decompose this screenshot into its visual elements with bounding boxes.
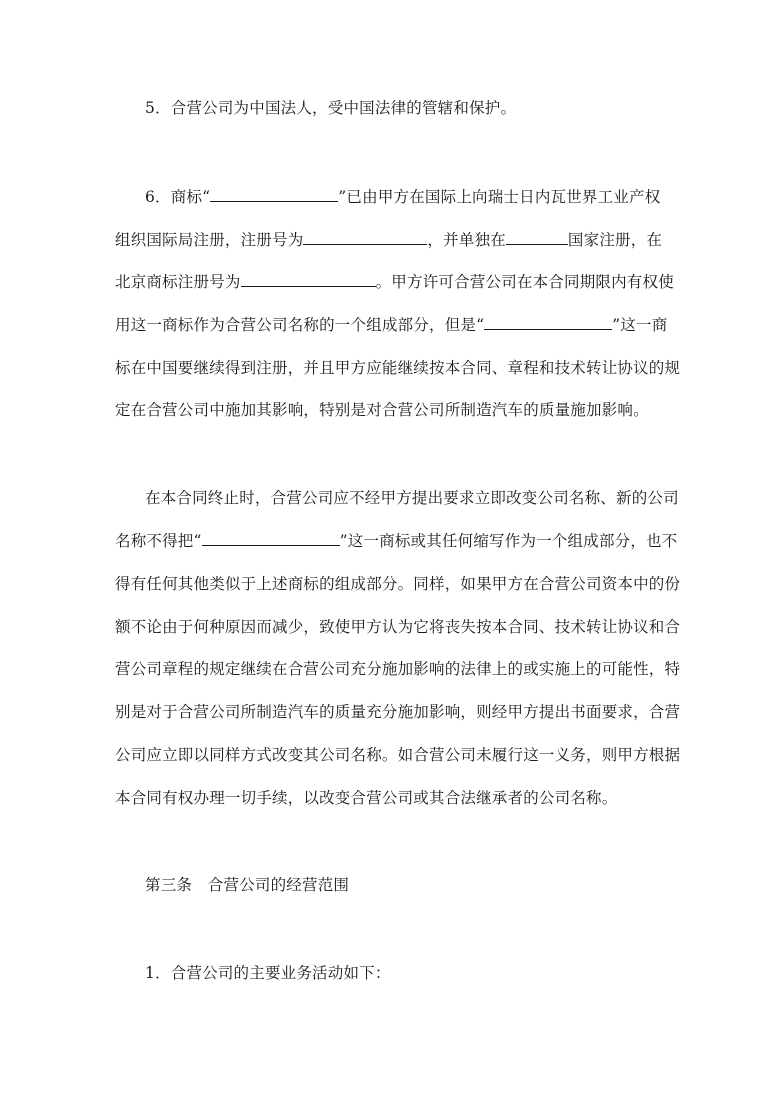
text-segment: 别是对于合营公司所制造汽车的质量充分施加影响，则经甲方提出书面要求，合营 (115, 703, 681, 721)
beijing-registration-blank (241, 271, 376, 287)
clause-6-line-6 (115, 399, 675, 421)
text-segment: 得有任何其他类似于上述商标的组成部分。同样，如果甲方在合营公司资本中的份 (115, 575, 681, 593)
text-segment: 在本合同终止时，合营公司应不经甲方提出要求立即改变公司名称、新的公司 (145, 489, 679, 507)
text-segment: ，并单独在 (427, 231, 506, 249)
clause-6-line-3 (115, 271, 675, 293)
article-3-heading (145, 874, 705, 896)
text-segment: 。甲方许可合营公司在本合同期限内有权使 (375, 273, 674, 291)
text-segment: 额不论由于何种原因而减少，致使甲方认为它将丧失按本合同、技术转让协议和合 (115, 618, 681, 636)
heading-text: 第三条 合营公司的经营范围 (145, 876, 350, 894)
text-segment: 6．商标“ (145, 188, 211, 206)
clause-6-line-5 (115, 357, 681, 379)
clause-6-line-2 (115, 229, 675, 251)
article-3-clause-1 (145, 962, 705, 984)
text-segment: ”已由甲方在国际上向瑞士日内瓦世界工业产权 (338, 188, 661, 206)
text-segment: 公司应立即以同样方式改变其公司名称。如合营公司未履行这一义务，则甲方根据 (115, 746, 681, 764)
termination-paragraph-line-7 (115, 744, 681, 766)
trademark-blank (210, 186, 338, 202)
text-segment: ”这一商 (612, 316, 668, 334)
termination-paragraph-line-4 (115, 616, 681, 638)
clause-6-line-4 (115, 314, 675, 336)
termination-paragraph-line-8 (115, 787, 675, 809)
termination-paragraph-line-5 (115, 658, 681, 680)
termination-paragraph-line-1 (145, 487, 705, 509)
termination-paragraph-line-6 (115, 701, 681, 723)
trademark-blank (202, 530, 340, 546)
trademark-blank (484, 314, 612, 330)
registration-number-blank (303, 229, 427, 245)
clause-text: 1．合营公司的主要业务活动如下： (145, 964, 391, 982)
text-segment: 名称不得把“ (115, 532, 202, 550)
text-segment: 标在中国要继续得到注册，并且甲方应能继续按本合同、章程和技术转让协议的规 (115, 359, 681, 377)
text-segment: 本合同有权办理一切手续，以改变合营公司或其合法继承者的公司名称。 (115, 789, 618, 807)
clause-5 (145, 97, 705, 119)
termination-paragraph-line-3 (115, 573, 681, 595)
text-segment: ”这一商标或其任何缩写作为一个组成部分，也不 (339, 532, 678, 550)
text-segment: 国家注册，在 (567, 231, 663, 249)
text-segment: 组织国际局注册，注册号为 (115, 231, 304, 249)
text-segment: 用这一商标作为合营公司名称的一个组成部分，但是“ (115, 316, 485, 334)
text-segment: 北京商标注册号为 (115, 273, 241, 291)
clause-5-text: 5．合营公司为中国法人，受中国法律的管辖和保护。 (145, 99, 517, 117)
text-segment: 定在合营公司中施加其影响，特别是对合营公司所制造汽车的质量施加影响。 (115, 401, 649, 419)
text-segment: 营公司章程的规定继续在合营公司充分施加影响的法律上的或实施上的可能性，特 (115, 660, 681, 678)
country-blank (506, 229, 568, 245)
termination-paragraph-line-2 (115, 530, 678, 552)
clause-6-line-1 (145, 186, 705, 208)
